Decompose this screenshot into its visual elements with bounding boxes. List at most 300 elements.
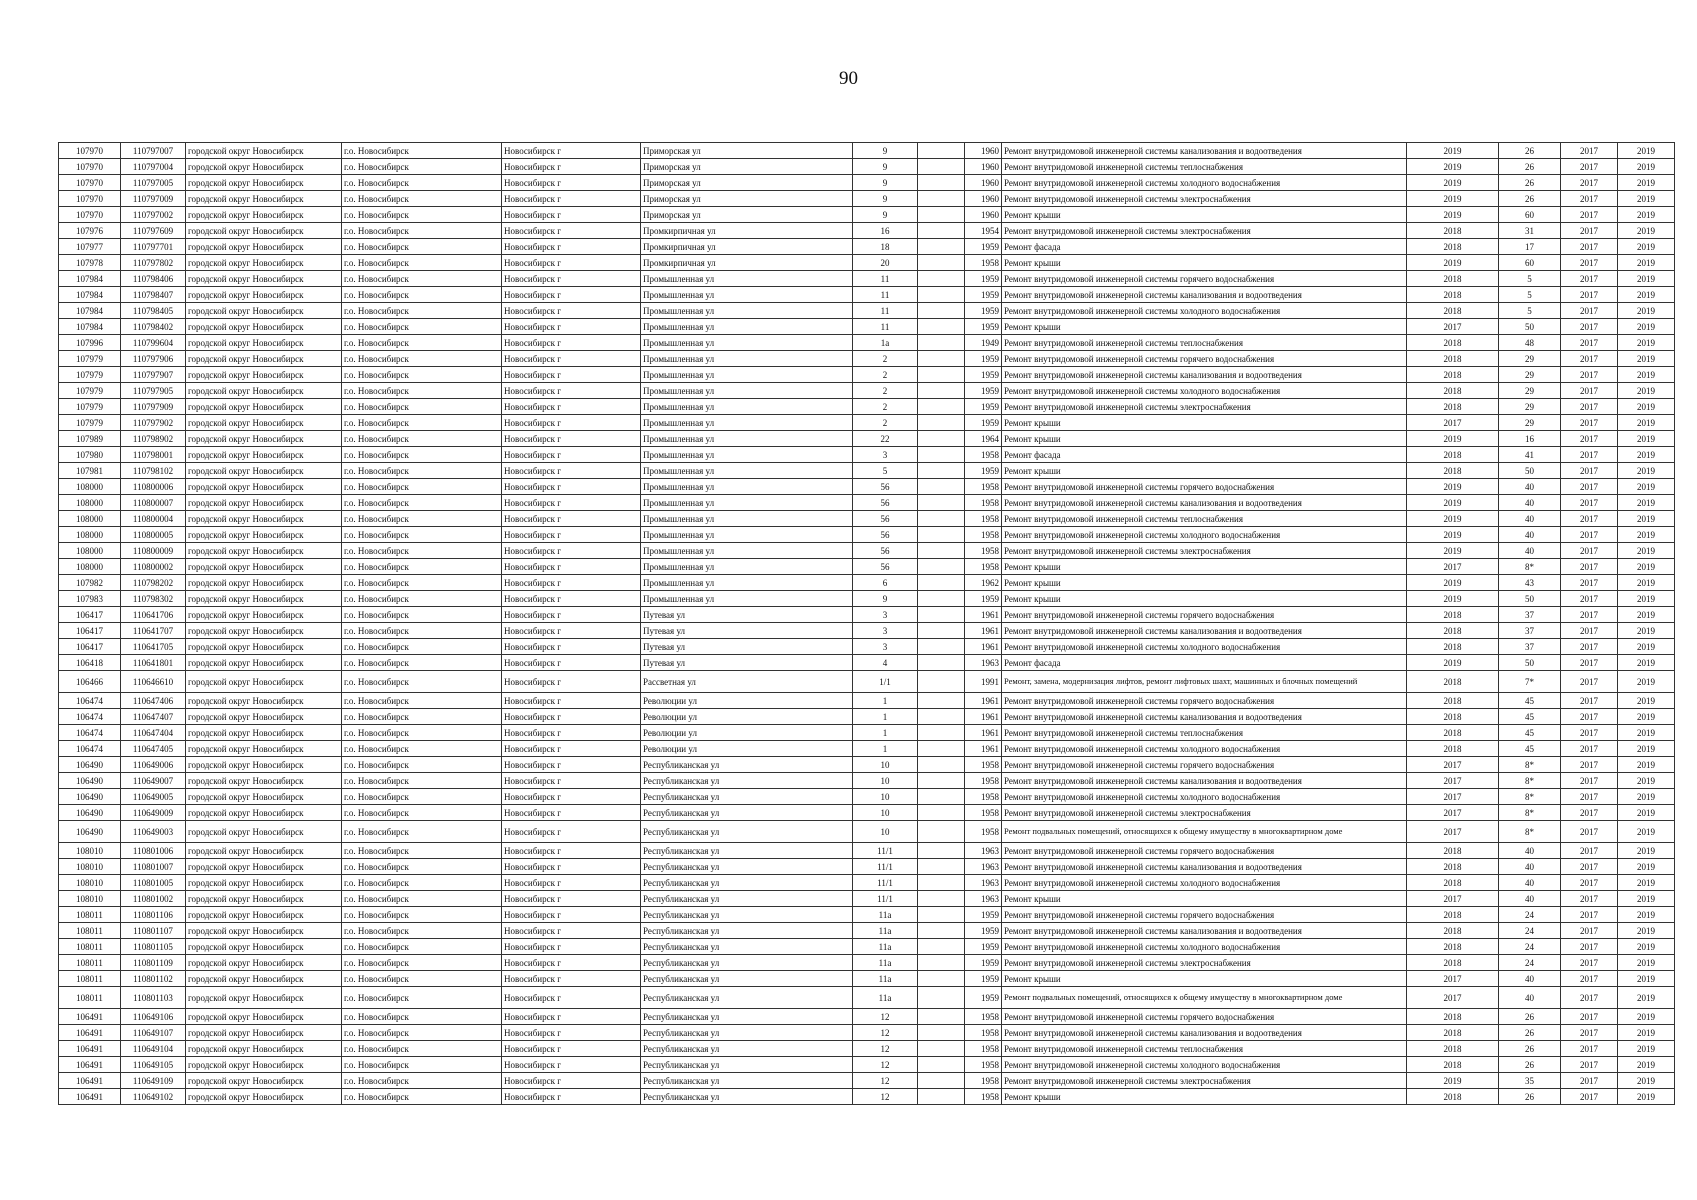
object-id-cell: 106491 [59,1041,121,1057]
building-cell [918,303,965,319]
built-year-cell: 1959 [965,303,1002,319]
period-start-cell: 2017 [1561,725,1618,741]
cost-cell: 37 [1499,607,1561,623]
work-id-cell: 110801105 [121,939,186,955]
work-type-cell: Ремонт внутридомовой инженерной системы холодного водоснабжения [1002,741,1407,757]
cost-cell: 35 [1499,1073,1561,1089]
period-start-cell: 2017 [1561,987,1618,1009]
house-number-cell: 3 [853,639,918,655]
table-row [59,1041,1675,1057]
municipal-district-cell: городской округ Новосибирск [186,543,342,559]
locality-cell: Новосибирск г [502,859,641,875]
municipality-cell: г.о. Новосибирск [342,207,502,223]
work-id-cell: 110800006 [121,479,186,495]
building-cell [918,1009,965,1025]
period-start-cell: 2017 [1561,271,1618,287]
built-year-cell: 1960 [965,175,1002,191]
municipal-district-cell: городской округ Новосибирск [186,725,342,741]
period-end-cell: 2019 [1618,1089,1675,1105]
municipal-district-cell: городской округ Новосибирск [186,1025,342,1041]
street-cell: Революции ул [641,741,853,757]
period-start-cell: 2017 [1561,479,1618,495]
planned-year-cell: 2019 [1407,207,1499,223]
locality-cell: Новосибирск г [502,511,641,527]
work-type-cell: Ремонт внутридомовой инженерной системы теплоснабжения [1002,335,1407,351]
building-cell [918,891,965,907]
built-year-cell: 1959 [965,399,1002,415]
built-year-cell: 1991 [965,671,1002,693]
locality-cell: Новосибирск г [502,207,641,223]
period-start-cell: 2017 [1561,623,1618,639]
municipal-district-cell: городской округ Новосибирск [186,655,342,671]
municipality-cell: г.о. Новосибирск [342,805,502,821]
period-start-cell: 2017 [1561,907,1618,923]
period-end-cell: 2019 [1618,207,1675,223]
building-cell [918,319,965,335]
object-id-cell: 106490 [59,821,121,843]
planned-year-cell: 2019 [1407,495,1499,511]
house-number-cell: 12 [853,1089,918,1105]
building-cell [918,287,965,303]
building-cell [918,607,965,623]
planned-year-cell: 2019 [1407,479,1499,495]
work-type-cell: Ремонт внутридомовой инженерной системы канализования и водоотведения [1002,623,1407,639]
table-row [59,239,1675,255]
municipality-cell: г.о. Новосибирск [342,543,502,559]
municipality-cell: г.о. Новосибирск [342,255,502,271]
planned-year-cell: 2018 [1407,351,1499,367]
planned-year-cell: 2017 [1407,559,1499,575]
locality-cell: Новосибирск г [502,639,641,655]
municipal-district-cell: городской округ Новосибирск [186,939,342,955]
locality-cell: Новосибирск г [502,971,641,987]
period-end-cell: 2019 [1618,527,1675,543]
work-id-cell: 110797701 [121,239,186,255]
period-end-cell: 2019 [1618,591,1675,607]
period-start-cell: 2017 [1561,575,1618,591]
period-end-cell: 2019 [1618,907,1675,923]
period-end-cell: 2019 [1618,693,1675,709]
locality-cell: Новосибирск г [502,875,641,891]
work-type-cell: Ремонт, замена, модернизация лифтов, ремонт лифтовых шахт, машинных и блочных помещений [1002,671,1407,693]
period-end-cell: 2019 [1618,191,1675,207]
cost-cell: 50 [1499,463,1561,479]
built-year-cell: 1954 [965,223,1002,239]
planned-year-cell: 2018 [1407,859,1499,875]
municipality-cell: г.о. Новосибирск [342,559,502,575]
object-id-cell: 107979 [59,383,121,399]
municipality-cell: г.о. Новосибирск [342,875,502,891]
street-cell: Промкирпичная ул [641,239,853,255]
street-cell: Путевая ул [641,607,853,623]
locality-cell: Новосибирск г [502,655,641,671]
work-type-cell: Ремонт внутридомовой инженерной системы горячего водоснабжения [1002,693,1407,709]
cost-cell: 26 [1499,1025,1561,1041]
locality-cell: Новосибирск г [502,367,641,383]
house-number-cell: 22 [853,431,918,447]
municipal-district-cell: городской округ Новосибирск [186,591,342,607]
object-id-cell: 107984 [59,287,121,303]
work-id-cell: 110797005 [121,175,186,191]
work-type-cell: Ремонт внутридомовой инженерной системы канализования и водоотведения [1002,859,1407,875]
period-end-cell: 2019 [1618,543,1675,559]
street-cell: Республиканская ул [641,843,853,859]
municipal-district-cell: городской округ Новосибирск [186,207,342,223]
work-id-cell: 110798406 [121,271,186,287]
planned-year-cell: 2019 [1407,255,1499,271]
work-type-cell: Ремонт крыши [1002,415,1407,431]
cost-cell: 7* [1499,671,1561,693]
cost-cell: 5 [1499,287,1561,303]
municipality-cell: г.о. Новосибирск [342,271,502,287]
locality-cell: Новосибирск г [502,255,641,271]
period-end-cell: 2019 [1618,607,1675,623]
planned-year-cell: 2019 [1407,575,1499,591]
object-id-cell: 106466 [59,671,121,693]
municipal-district-cell: городской округ Новосибирск [186,1089,342,1105]
municipality-cell: г.о. Новосибирск [342,655,502,671]
municipal-district-cell: городской округ Новосибирск [186,907,342,923]
period-start-cell: 2017 [1561,655,1618,671]
municipality-cell: г.о. Новосибирск [342,447,502,463]
table-row [59,607,1675,623]
period-end-cell: 2019 [1618,223,1675,239]
cost-cell: 60 [1499,207,1561,223]
building-cell [918,623,965,639]
planned-year-cell: 2019 [1407,175,1499,191]
object-id-cell: 108000 [59,527,121,543]
period-start-cell: 2017 [1561,671,1618,693]
object-id-cell: 107979 [59,399,121,415]
object-id-cell: 107980 [59,447,121,463]
planned-year-cell: 2018 [1407,671,1499,693]
planned-year-cell: 2018 [1407,741,1499,757]
municipality-cell: г.о. Новосибирск [342,319,502,335]
house-number-cell: 11/1 [853,843,918,859]
work-id-cell: 110798001 [121,447,186,463]
house-number-cell: 11/1 [853,875,918,891]
built-year-cell: 1959 [965,923,1002,939]
object-id-cell: 108010 [59,859,121,875]
building-cell [918,789,965,805]
cost-cell: 26 [1499,175,1561,191]
locality-cell: Новосибирск г [502,821,641,843]
planned-year-cell: 2019 [1407,511,1499,527]
municipal-district-cell: городской округ Новосибирск [186,511,342,527]
built-year-cell: 1961 [965,639,1002,655]
house-number-cell: 56 [853,511,918,527]
planned-year-cell: 2017 [1407,821,1499,843]
period-start-cell: 2017 [1561,383,1618,399]
cost-cell: 40 [1499,843,1561,859]
municipal-district-cell: городской округ Новосибирск [186,575,342,591]
table-row [59,527,1675,543]
locality-cell: Новосибирск г [502,239,641,255]
table-row [59,271,1675,287]
locality-cell: Новосибирск г [502,923,641,939]
building-cell [918,1025,965,1041]
building-cell [918,431,965,447]
work-type-cell: Ремонт внутридомовой инженерной системы холодного водоснабжения [1002,175,1407,191]
planned-year-cell: 2018 [1407,335,1499,351]
planned-year-cell: 2018 [1407,725,1499,741]
locality-cell: Новосибирск г [502,335,641,351]
planned-year-cell: 2018 [1407,843,1499,859]
period-start-cell: 2017 [1561,693,1618,709]
work-type-cell: Ремонт внутридомовой инженерной системы горячего водоснабжения [1002,479,1407,495]
municipality-cell: г.о. Новосибирск [342,415,502,431]
house-number-cell: 56 [853,495,918,511]
cost-cell: 40 [1499,479,1561,495]
period-start-cell: 2017 [1561,821,1618,843]
municipal-district-cell: городской округ Новосибирск [186,623,342,639]
table-row [59,575,1675,591]
work-id-cell: 110797907 [121,367,186,383]
locality-cell: Новосибирск г [502,1089,641,1105]
street-cell: Промышленная ул [641,591,853,607]
locality-cell: Новосибирск г [502,303,641,319]
work-type-cell: Ремонт крыши [1002,319,1407,335]
locality-cell: Новосибирск г [502,1057,641,1073]
house-number-cell: 11а [853,971,918,987]
street-cell: Промышленная ул [641,575,853,591]
building-cell [918,383,965,399]
built-year-cell: 1949 [965,335,1002,351]
locality-cell: Новосибирск г [502,907,641,923]
work-id-cell: 110649102 [121,1089,186,1105]
object-id-cell: 106491 [59,1009,121,1025]
table-row [59,789,1675,805]
municipality-cell: г.о. Новосибирск [342,239,502,255]
building-cell [918,843,965,859]
municipality-cell: г.о. Новосибирск [342,383,502,399]
street-cell: Республиканская ул [641,987,853,1009]
period-end-cell: 2019 [1618,891,1675,907]
planned-year-cell: 2019 [1407,527,1499,543]
cost-cell: 50 [1499,655,1561,671]
municipal-district-cell: городской округ Новосибирск [186,1057,342,1073]
cost-cell: 29 [1499,415,1561,431]
house-number-cell: 12 [853,1057,918,1073]
period-end-cell: 2019 [1618,709,1675,725]
work-type-cell: Ремонт внутридомовой инженерной системы канализования и водоотведения [1002,367,1407,383]
cost-cell: 40 [1499,859,1561,875]
table-row [59,859,1675,875]
table-row [59,175,1675,191]
municipality-cell: г.о. Новосибирск [342,907,502,923]
period-end-cell: 2019 [1618,575,1675,591]
period-end-cell: 2019 [1618,821,1675,843]
municipality-cell: г.о. Новосибирск [342,709,502,725]
object-id-cell: 106474 [59,693,121,709]
cost-cell: 8* [1499,821,1561,843]
period-start-cell: 2017 [1561,511,1618,527]
building-cell [918,239,965,255]
house-number-cell: 3 [853,607,918,623]
table-row [59,415,1675,431]
period-end-cell: 2019 [1618,143,1675,159]
building-cell [918,415,965,431]
building-cell [918,875,965,891]
cost-cell: 29 [1499,367,1561,383]
work-type-cell: Ремонт подвальных помещений, относящихся к общему имуществу в многоквартирном доме [1002,987,1407,1009]
locality-cell: Новосибирск г [502,955,641,971]
municipality-cell: г.о. Новосибирск [342,789,502,805]
work-id-cell: 110649005 [121,789,186,805]
period-start-cell: 2017 [1561,859,1618,875]
building-cell [918,987,965,1009]
street-cell: Промышленная ул [641,287,853,303]
cost-cell: 45 [1499,709,1561,725]
work-id-cell: 110800009 [121,543,186,559]
municipal-district-cell: городской округ Новосибирск [186,431,342,447]
locality-cell: Новосибирск г [502,271,641,287]
building-cell [918,1073,965,1089]
period-start-cell: 2017 [1561,1073,1618,1089]
street-cell: Промышленная ул [641,271,853,287]
cost-cell: 5 [1499,303,1561,319]
work-type-cell: Ремонт внутридомовой инженерной системы канализования и водоотведения [1002,287,1407,303]
period-end-cell: 2019 [1618,1009,1675,1025]
street-cell: Промышленная ул [641,479,853,495]
period-start-cell: 2017 [1561,447,1618,463]
work-type-cell: Ремонт внутридомовой инженерной системы электроснабжения [1002,191,1407,207]
table-row [59,907,1675,923]
period-end-cell: 2019 [1618,319,1675,335]
work-type-cell: Ремонт внутридомовой инженерной системы теплоснабжения [1002,159,1407,175]
table-row [59,971,1675,987]
house-number-cell: 56 [853,479,918,495]
period-end-cell: 2019 [1618,639,1675,655]
period-start-cell: 2017 [1561,143,1618,159]
table-row [59,255,1675,271]
house-number-cell: 18 [853,239,918,255]
period-start-cell: 2017 [1561,789,1618,805]
table-row [59,1089,1675,1105]
period-end-cell: 2019 [1618,511,1675,527]
municipality-cell: г.о. Новосибирск [342,607,502,623]
work-id-cell: 110797906 [121,351,186,367]
planned-year-cell: 2017 [1407,805,1499,821]
table-row [59,399,1675,415]
work-id-cell: 110798405 [121,303,186,319]
municipality-cell: г.о. Новосибирск [342,463,502,479]
work-id-cell: 110799604 [121,335,186,351]
period-end-cell: 2019 [1618,351,1675,367]
object-id-cell: 106474 [59,709,121,725]
cost-cell: 37 [1499,639,1561,655]
object-id-cell: 107970 [59,207,121,223]
building-cell [918,479,965,495]
object-id-cell: 107979 [59,351,121,367]
built-year-cell: 1958 [965,543,1002,559]
locality-cell: Новосибирск г [502,143,641,159]
planned-year-cell: 2018 [1407,367,1499,383]
built-year-cell: 1958 [965,1057,1002,1073]
street-cell: Республиканская ул [641,955,853,971]
period-end-cell: 2019 [1618,671,1675,693]
municipal-district-cell: городской округ Новосибирск [186,607,342,623]
built-year-cell: 1961 [965,709,1002,725]
house-number-cell: 11а [853,923,918,939]
work-type-cell: Ремонт внутридомовой инженерной системы теплоснабжения [1002,1041,1407,1057]
built-year-cell: 1959 [965,463,1002,479]
work-id-cell: 110798202 [121,575,186,591]
work-type-cell: Ремонт внутридомовой инженерной системы холодного водоснабжения [1002,383,1407,399]
street-cell: Промышленная ул [641,543,853,559]
work-type-cell: Ремонт крыши [1002,463,1407,479]
work-id-cell: 110649003 [121,821,186,843]
object-id-cell: 108000 [59,543,121,559]
built-year-cell: 1961 [965,725,1002,741]
street-cell: Республиканская ул [641,773,853,789]
work-id-cell: 110797609 [121,223,186,239]
street-cell: Путевая ул [641,655,853,671]
municipality-cell: г.о. Новосибирск [342,1041,502,1057]
built-year-cell: 1964 [965,431,1002,447]
cost-cell: 31 [1499,223,1561,239]
planned-year-cell: 2017 [1407,987,1499,1009]
building-cell [918,351,965,367]
period-end-cell: 2019 [1618,859,1675,875]
object-id-cell: 106491 [59,1025,121,1041]
cost-cell: 29 [1499,351,1561,367]
house-number-cell: 11 [853,271,918,287]
building-cell [918,741,965,757]
municipality-cell: г.о. Новосибирск [342,527,502,543]
cost-cell: 41 [1499,447,1561,463]
work-type-cell: Ремонт внутридомовой инженерной системы канализования и водоотведения [1002,143,1407,159]
built-year-cell: 1959 [965,987,1002,1009]
street-cell: Республиканская ул [641,757,853,773]
work-type-cell: Ремонт внутридомовой инженерной системы горячего водоснабжения [1002,271,1407,287]
work-type-cell: Ремонт внутридомовой инженерной системы теплоснабжения [1002,725,1407,741]
planned-year-cell: 2018 [1407,907,1499,923]
repair-schedule-table [58,142,1675,1105]
object-id-cell: 107970 [59,191,121,207]
house-number-cell: 2 [853,367,918,383]
building-cell [918,255,965,271]
period-start-cell: 2017 [1561,319,1618,335]
built-year-cell: 1958 [965,495,1002,511]
locality-cell: Новосибирск г [502,319,641,335]
object-id-cell: 108000 [59,559,121,575]
object-id-cell: 108000 [59,479,121,495]
street-cell: Республиканская ул [641,1009,853,1025]
period-start-cell: 2017 [1561,757,1618,773]
work-type-cell: Ремонт крыши [1002,431,1407,447]
municipal-district-cell: городской округ Новосибирск [186,757,342,773]
built-year-cell: 1963 [965,859,1002,875]
period-start-cell: 2017 [1561,1025,1618,1041]
municipality-cell: г.о. Новосибирск [342,591,502,607]
table-row [59,757,1675,773]
street-cell: Республиканская ул [641,1073,853,1089]
planned-year-cell: 2017 [1407,415,1499,431]
work-id-cell: 110801005 [121,875,186,891]
work-id-cell: 110798402 [121,319,186,335]
built-year-cell: 1959 [965,351,1002,367]
object-id-cell: 108000 [59,511,121,527]
work-type-cell: Ремонт крыши [1002,207,1407,223]
table-row [59,159,1675,175]
locality-cell: Новосибирск г [502,463,641,479]
work-type-cell: Ремонт внутридомовой инженерной системы теплоснабжения [1002,511,1407,527]
table-row [59,987,1675,1009]
period-end-cell: 2019 [1618,463,1675,479]
object-id-cell: 107984 [59,303,121,319]
locality-cell: Новосибирск г [502,1025,641,1041]
